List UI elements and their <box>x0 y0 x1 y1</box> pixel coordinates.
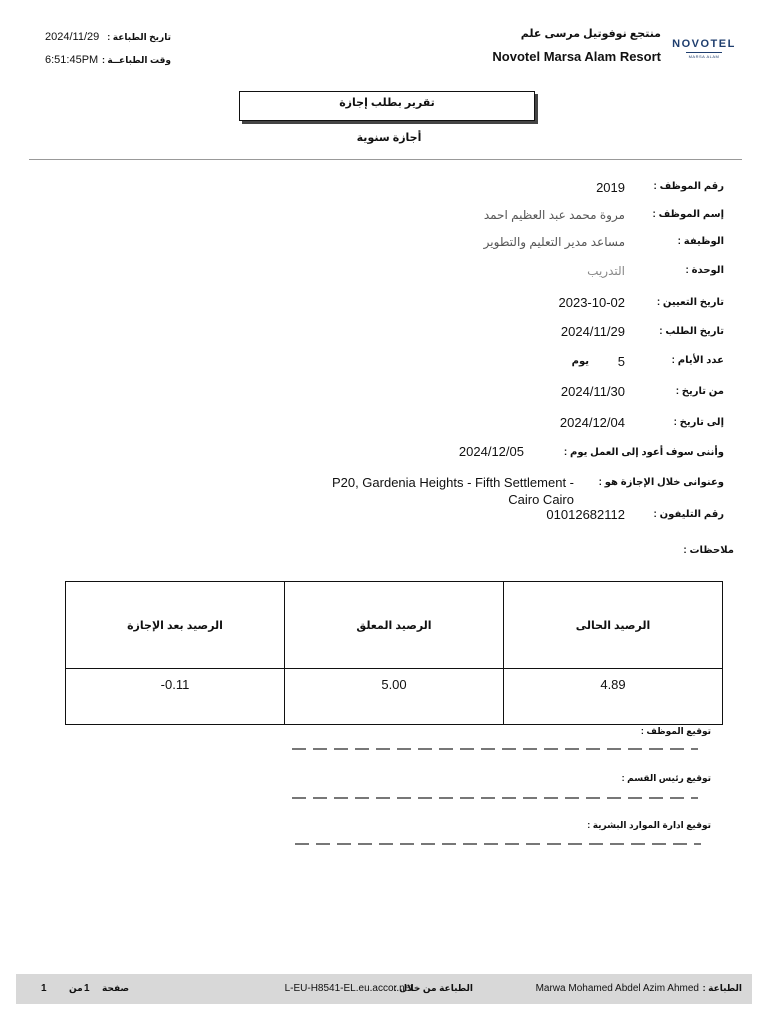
page-of-label: من <box>69 983 83 993</box>
return-date: 2024/12/05 <box>458 444 524 459</box>
printed-via-label: الطباعة من خلال : <box>393 983 473 993</box>
request-date: 2024/11/29 <box>560 324 625 339</box>
days-label: عدد الأيام : <box>671 355 724 366</box>
logo-word: NOVOTEL <box>672 38 736 50</box>
hr-signature-line <box>295 843 701 845</box>
balance-after-value: -0.11 <box>66 669 285 725</box>
balance-value-row <box>66 669 723 725</box>
days-unit: يوم <box>571 356 589 367</box>
balance-current-header: الرصيد الحالى <box>504 582 723 669</box>
to-date-label: إلى تاريخ : <box>673 417 724 428</box>
emp-no: 2019 <box>596 180 625 195</box>
logo-sub: MARSA ALAM <box>688 54 720 59</box>
report-subtitle: أجازة سنوية <box>356 132 422 144</box>
balance-pending-value: 5.00 <box>285 669 504 725</box>
job-label: الوظيفة : <box>677 236 724 247</box>
from-date-label: من تاريخ : <box>675 386 724 397</box>
print-date-label: تاريخ الطباعة : <box>107 32 171 42</box>
emp-no-label: رقم الموظف : <box>653 181 724 192</box>
request-date-label: تاريخ الطلب : <box>659 326 724 337</box>
emp-name-label: إسم الموظف : <box>652 209 724 220</box>
emp-name: مروة محمد عبد العظيم احمد <box>483 208 625 222</box>
printed-by: Marwa Mohamed Abdel Azim Ahmed <box>535 983 699 994</box>
hire-date-label: تاريخ التعيين : <box>656 297 724 308</box>
job: مساعد مدير التعليم والتطوير <box>483 235 625 249</box>
employee-signature-label: توقيع الموظف : <box>640 726 711 736</box>
print-time-label: وقت الطباعــة : <box>101 55 171 65</box>
hotel-name-en: Novotel Marsa Alam Resort <box>492 49 661 64</box>
machine-name: L-EU-H8541-EL.eu.accor.net <box>284 983 413 994</box>
from-date: 2024/11/30 <box>560 384 625 399</box>
dept-head-signature-label: توقيع رئيس القسم : <box>621 773 711 783</box>
address-line1: P20, Gardenia Heights - Fifth Settlement - <box>331 475 574 490</box>
header-divider <box>29 159 742 160</box>
page-label: صفحة <box>102 983 130 993</box>
balance-pending-header: الرصيد المعلق <box>285 582 504 669</box>
printed-by-label: الطباعة : <box>702 983 742 993</box>
address-label: وعنوانى خلال الإجازة هو : <box>598 477 724 488</box>
employee-signature-line <box>292 748 698 750</box>
hire-date: 2023-10-02 <box>558 295 625 310</box>
hotel-name-ar: منتجع نوفوتيل مرسى علم <box>520 28 661 40</box>
hr-signature-label: توقيع ادارة الموارد البشرية : <box>587 820 711 830</box>
balance-header-row <box>66 582 723 669</box>
days-value: 5 <box>617 354 625 369</box>
report-title: تقرير بطلب إجازة <box>239 91 535 121</box>
address-line2: Cairo Cairo <box>508 492 574 507</box>
unit: التدريب <box>587 264 625 278</box>
balance-after-header: الرصيد بعد الإجازة <box>66 582 285 669</box>
novotel-logo <box>672 38 736 68</box>
return-date-label: وأننى سوف أعود إلى العمل يوم : <box>563 447 724 458</box>
to-date: 2024/12/04 <box>559 415 625 430</box>
footer-bar <box>16 974 752 1004</box>
logo-divider <box>686 52 722 53</box>
phone-label: رقم التليفون : <box>653 509 724 520</box>
page-total: 1 <box>41 983 47 994</box>
unit-label: الوحدة : <box>685 265 724 276</box>
print-time: 6:51:45PM <box>45 54 99 66</box>
phone: 01012682112 <box>546 507 625 522</box>
dept-head-signature-line <box>292 797 698 799</box>
notes-label: ملاحظات : <box>683 545 734 556</box>
print-date: 2024/11/29 <box>45 31 100 43</box>
balance-table <box>65 581 723 725</box>
page-current: 1 <box>84 983 90 994</box>
balance-current-value: 4.89 <box>504 669 723 725</box>
